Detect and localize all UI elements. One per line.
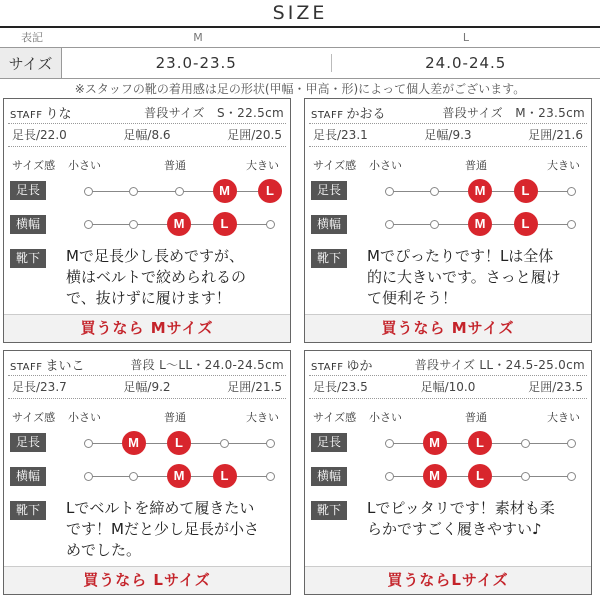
foot-length: 足長/23.5 bbox=[313, 380, 368, 394]
divider bbox=[8, 375, 286, 376]
size-table bbox=[0, 29, 600, 79]
title-divider bbox=[0, 26, 600, 28]
staff-prefix: STAFF bbox=[311, 362, 344, 373]
foot-length: 足長/23.7 bbox=[12, 380, 67, 394]
size-feel-label: サイズ感 bbox=[12, 159, 56, 172]
staff-name: りな bbox=[45, 107, 72, 122]
scale-dot bbox=[129, 472, 138, 481]
measurements bbox=[309, 378, 587, 397]
foot-length: 足長/22.0 bbox=[12, 128, 67, 142]
foot-width: 足幅/8.6 bbox=[123, 128, 171, 142]
scale-dot bbox=[385, 220, 394, 229]
header-label: 表記 bbox=[21, 31, 43, 44]
scale-dot bbox=[266, 439, 275, 448]
length-row-label: 足長 bbox=[10, 181, 46, 200]
size-feel-label: サイズ感 bbox=[12, 411, 56, 424]
size-feel-label: サイズ感 bbox=[313, 159, 357, 172]
scale-dot bbox=[567, 187, 576, 196]
foot-length: 足長/23.1 bbox=[313, 128, 368, 142]
scale-dot bbox=[175, 187, 184, 196]
scale-normal-label: 普通 bbox=[465, 411, 487, 424]
size-mark-m: M bbox=[423, 464, 447, 488]
usual-size: 普段サイズ M・23.5cm bbox=[442, 106, 585, 120]
foot-girth: 足囲/20.5 bbox=[227, 128, 282, 142]
page-title: SIZE bbox=[272, 2, 328, 24]
staff-card-maiko bbox=[3, 350, 291, 595]
scale-normal-label: 普通 bbox=[465, 159, 487, 172]
width-row-label: 横幅 bbox=[311, 467, 347, 486]
header-l: L bbox=[462, 30, 470, 44]
scale-dot bbox=[567, 439, 576, 448]
comment-line: Mで足長少し長めですが、 bbox=[66, 247, 244, 265]
fit-note: ※スタッフの靴の着用感は足の形状(甲幅・甲高・形)によって個人差がございます。 bbox=[74, 82, 526, 96]
size-mark-l: L bbox=[213, 212, 237, 236]
comment-line: です！Mだと少し足長が小さ bbox=[66, 520, 259, 538]
size-mark-l: L bbox=[514, 212, 538, 236]
staff-card-kaoru bbox=[304, 98, 592, 343]
width-row-label: 横幅 bbox=[10, 467, 46, 486]
foot-width: 足幅/9.3 bbox=[424, 128, 472, 142]
scale-dot bbox=[567, 220, 576, 229]
scale-normal-label: 普通 bbox=[164, 159, 186, 172]
staff-prefix: STAFF bbox=[10, 110, 43, 121]
scale-dot bbox=[430, 220, 439, 229]
length-row-label: 足長 bbox=[311, 433, 347, 452]
scale-dot bbox=[129, 220, 138, 229]
usual-size: 普段サイズ LL・24.5-25.0cm bbox=[414, 358, 585, 372]
length-row-label: 足長 bbox=[10, 433, 46, 452]
staff-header bbox=[311, 103, 587, 123]
size-mark-m: M bbox=[468, 179, 492, 203]
size-mark-m: M bbox=[122, 431, 146, 455]
size-mark-m: M bbox=[167, 464, 191, 488]
size-mark-l: L bbox=[167, 431, 191, 455]
divider bbox=[309, 146, 587, 147]
recommendation: 買うなら Mサイズ bbox=[305, 314, 591, 342]
width-row-label: 横幅 bbox=[10, 215, 46, 234]
divider bbox=[309, 375, 587, 376]
scale-dot bbox=[84, 472, 93, 481]
scale-dot bbox=[266, 220, 275, 229]
scale-large-label: 大きい bbox=[547, 411, 580, 424]
width-row-label: 横幅 bbox=[311, 215, 347, 234]
size-mark-l: L bbox=[468, 464, 492, 488]
staff-comment bbox=[367, 246, 585, 309]
shoe-row-label: 靴下 bbox=[311, 249, 347, 268]
measurements bbox=[8, 126, 286, 145]
scale-small-label: 小さい bbox=[68, 411, 101, 424]
size-mark-l: L bbox=[258, 179, 282, 203]
size-feel-label: サイズ感 bbox=[313, 411, 357, 424]
size-table-header bbox=[0, 29, 600, 45]
scale-large-label: 大きい bbox=[246, 411, 279, 424]
size-mark-m: M bbox=[423, 431, 447, 455]
divider bbox=[8, 398, 286, 399]
foot-girth: 足囲/23.5 bbox=[528, 380, 583, 394]
scale-dot bbox=[385, 187, 394, 196]
scale-dot bbox=[385, 472, 394, 481]
shoe-row-label: 靴下 bbox=[311, 501, 347, 520]
comment-line: めでした。 bbox=[66, 541, 142, 559]
scale-dot bbox=[84, 439, 93, 448]
comment-line: 横はベルトで絞められるの bbox=[66, 268, 247, 286]
size-mark-l: L bbox=[514, 179, 538, 203]
measurements bbox=[8, 378, 286, 397]
comment-line: らかですごく履きやすい♪ bbox=[367, 520, 542, 538]
comment-line: 的に大きいです。さっと履け bbox=[367, 268, 561, 286]
recommendation: 買うならLサイズ bbox=[305, 566, 591, 594]
staff-header bbox=[311, 355, 587, 375]
scale-dot bbox=[220, 439, 229, 448]
staff-comment bbox=[367, 498, 585, 540]
staff-name: かおる bbox=[346, 107, 386, 122]
divider bbox=[8, 123, 286, 124]
foot-width: 足幅/9.2 bbox=[123, 380, 171, 394]
comment-line: で、抜けずに履けます！ bbox=[66, 289, 231, 307]
shoe-row-label: 靴下 bbox=[10, 249, 46, 268]
scale-dot bbox=[521, 472, 530, 481]
scale-small-label: 小さい bbox=[369, 411, 402, 424]
size-mark-m: M bbox=[468, 212, 492, 236]
scale-dot bbox=[84, 187, 93, 196]
header-m: M bbox=[193, 30, 203, 44]
staff-header bbox=[10, 355, 286, 375]
staff-name: まいこ bbox=[45, 359, 85, 374]
measurements bbox=[309, 126, 587, 145]
size-mark-l: L bbox=[213, 464, 237, 488]
usual-size: 普段 L〜LL・24.0-24.5cm bbox=[130, 358, 284, 372]
staff-prefix: STAFF bbox=[10, 362, 43, 373]
size-mark-l: L bbox=[468, 431, 492, 455]
size-mark-m: M bbox=[213, 179, 237, 203]
staff-card-rina bbox=[3, 98, 291, 343]
scale-small-label: 小さい bbox=[68, 159, 101, 172]
scale-dot bbox=[266, 472, 275, 481]
scale-large-label: 大きい bbox=[246, 159, 279, 172]
foot-girth: 足囲/21.6 bbox=[528, 128, 583, 142]
length-row-label: 足長 bbox=[311, 181, 347, 200]
scale-dot bbox=[385, 439, 394, 448]
staff-prefix: STAFF bbox=[311, 110, 344, 121]
recommendation: 買うなら Lサイズ bbox=[4, 566, 290, 594]
staff-comment bbox=[66, 246, 284, 309]
scale-dot bbox=[430, 187, 439, 196]
scale-small-label: 小さい bbox=[369, 159, 402, 172]
recommendation: 買うなら Mサイズ bbox=[4, 314, 290, 342]
foot-width: 足幅/10.0 bbox=[420, 380, 476, 394]
shoe-row-label: 靴下 bbox=[10, 501, 46, 520]
scale-dot bbox=[521, 439, 530, 448]
divider bbox=[309, 398, 587, 399]
comment-line: Lでピッタリです！素材も柔 bbox=[367, 499, 555, 517]
staff-card-yuka bbox=[304, 350, 592, 595]
scale-dot bbox=[129, 187, 138, 196]
comment-line: Mでぴったりです！Lは全体 bbox=[367, 247, 554, 265]
scale-dot bbox=[567, 472, 576, 481]
scale-normal-label: 普通 bbox=[164, 411, 186, 424]
comment-line: Lでベルトを締めて履きたい bbox=[66, 499, 255, 517]
row-label: サイズ bbox=[0, 47, 62, 79]
divider bbox=[309, 123, 587, 124]
comment-line: て便利そう！ bbox=[367, 289, 458, 307]
size-mark-m: M bbox=[167, 212, 191, 236]
staff-comment bbox=[66, 498, 284, 561]
scale-large-label: 大きい bbox=[547, 159, 580, 172]
foot-girth: 足囲/21.5 bbox=[227, 380, 282, 394]
staff-name: ゆか bbox=[346, 359, 373, 374]
value-l: 24.0-24.5 bbox=[331, 54, 600, 72]
staff-header bbox=[10, 103, 286, 123]
value-m: 23.0-23.5 bbox=[155, 54, 237, 72]
divider bbox=[8, 146, 286, 147]
scale-dot bbox=[84, 220, 93, 229]
size-table-row bbox=[0, 47, 600, 79]
usual-size: 普段サイズ S・22.5cm bbox=[144, 106, 284, 120]
